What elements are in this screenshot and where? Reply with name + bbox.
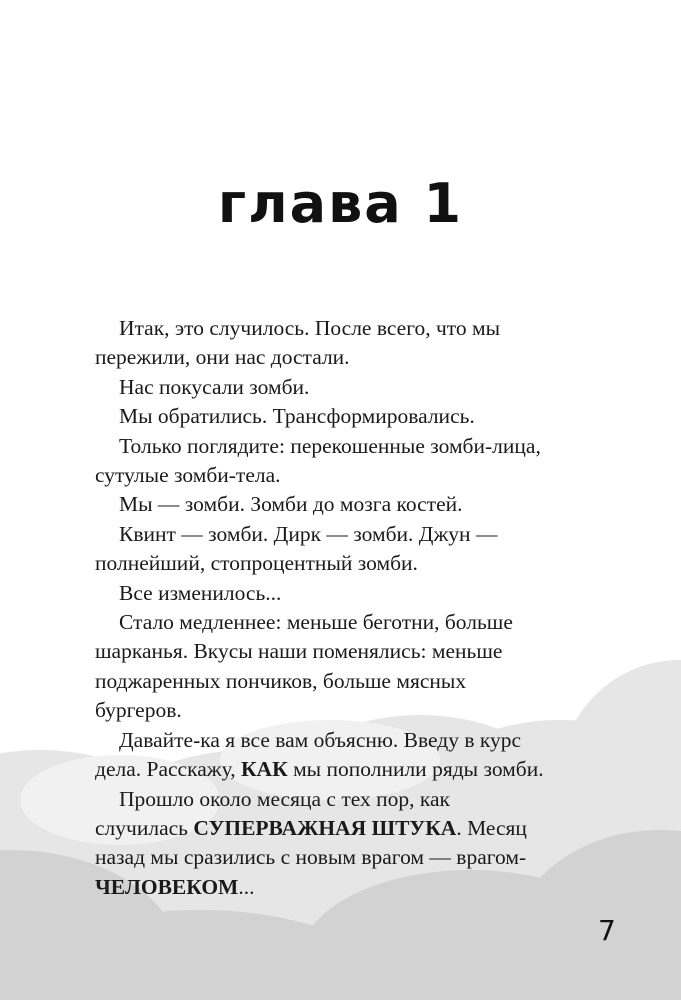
text-line: шарканья. Вкусы наши поменялись: меньше — [95, 639, 503, 664]
text-line: Квинт — зомби. Дирк — зомби. Джун — — [119, 521, 498, 546]
text-line: дела. Расскажу, КАК мы пополнили ряды зомби. — [95, 757, 544, 782]
text-line: Итак, это случилось. После всего, что мы — [119, 316, 501, 340]
text-line: случилась СУПЕРВАЖНАЯ ШТУКА. Месяц — [95, 815, 527, 840]
text-line: Стало медленнее: меньше беготни, больше — [119, 610, 513, 635]
emphasis-text: СУПЕРВАЖНАЯ ШТУКА — [193, 815, 457, 840]
chapter-title: глава 1 — [217, 172, 464, 235]
text-line: назад мы сразились с новым врагом — врагом- — [95, 845, 527, 870]
text-line: полнейший, стопроцентный зомби. — [95, 551, 418, 576]
text-line: Давайте-ка я все вам объясню. Введу в курс — [119, 727, 522, 752]
text-line: поджаренных пончиков, больше мясных — [95, 668, 467, 693]
text-line: бургеров. — [95, 698, 182, 723]
text-line: Прошло около месяца с тех пор, как — [119, 786, 450, 811]
text-line: Мы — зомби. Зомби до мозга костей. — [119, 492, 463, 517]
text-line: сутулые зомби-тела. — [95, 463, 281, 488]
text-line: ЧЕЛОВЕКОМ... — [95, 874, 255, 899]
text-line: Нас покусали зомби. — [119, 374, 310, 399]
text-line: пережили, они нас достали. — [95, 345, 350, 370]
text-line: Только поглядите: перекошенные зомби-лица, — [119, 433, 541, 458]
text-line: Мы обратились. Трансформировались. — [119, 404, 475, 429]
page-number: 7 — [598, 914, 616, 947]
emphasis-text: ЧЕЛОВЕКОМ — [95, 874, 239, 899]
emphasis-text: КАК — [240, 757, 288, 782]
chapter-body-text — [95, 314, 615, 902]
text-line: Все изменилось... — [119, 580, 282, 605]
